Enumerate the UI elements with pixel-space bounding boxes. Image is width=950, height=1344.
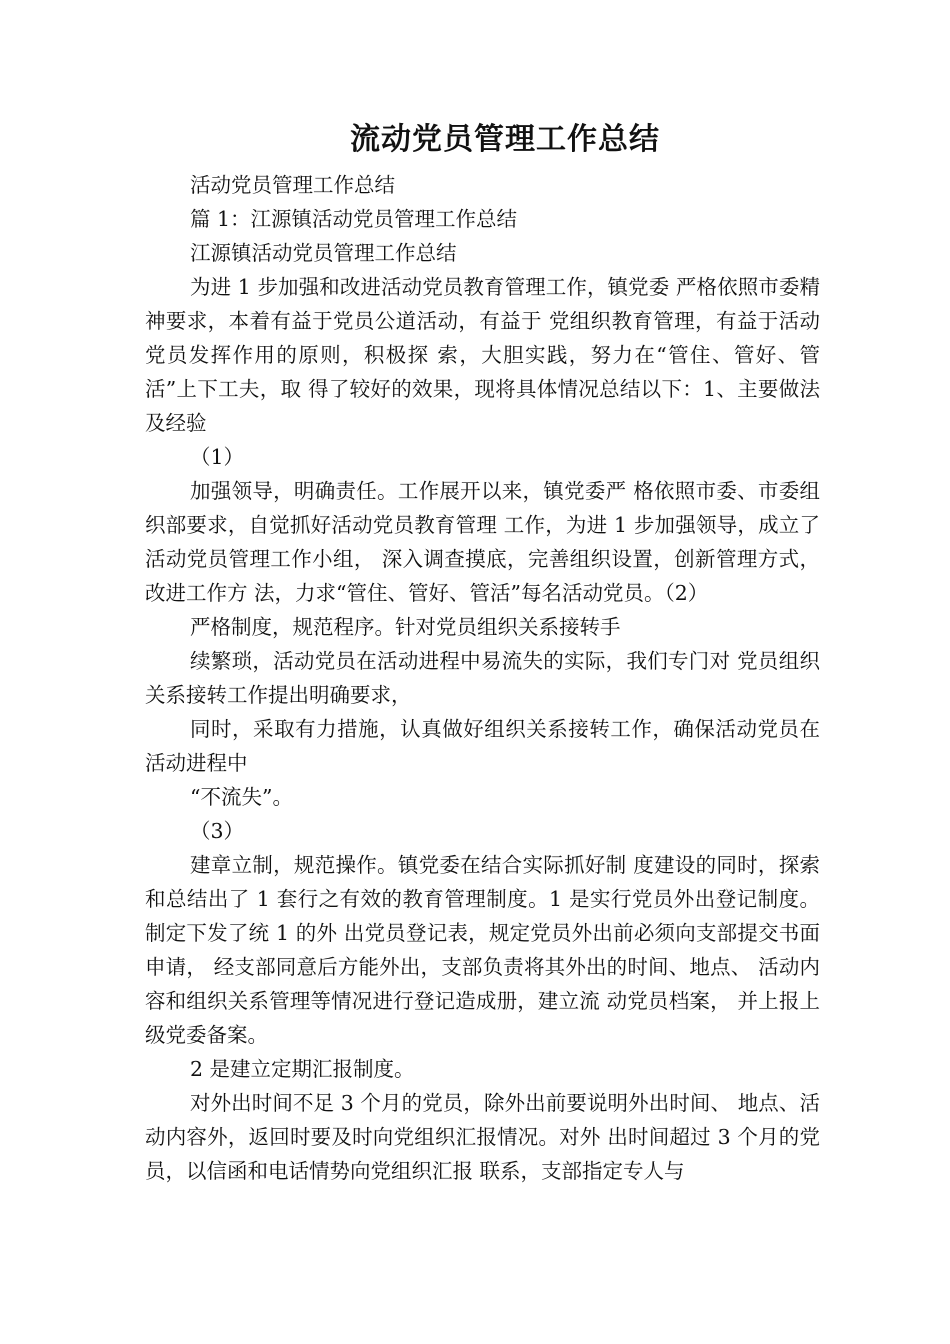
document-title: 流动党员管理工作总结 — [350, 122, 660, 157]
paragraph-rules: 建章立制，规范操作。镇党委在结合实际抓好制 度建设的同时，探索和总结出了 1 套行之有效的教育管理制度。1 是实行党员外出登记制度。制定下发了统 1 的外 出党员登记表，规定党员外出前必须向支部提交书面申请， 经支部同意后方能外出，支部负责将其外出的时间、地点、 活动内容和组织关系管理等情况进行登记造成册，建立流 动党员档案， 并上报上级党委备案。 — [145, 853, 820, 1047]
paragraph-report-system: 2 是建立定期汇报制度。 — [190, 1057, 415, 1081]
paragraph-system-heading: 严格制度，规范程序。针对党员组织关系接转手 — [190, 615, 621, 639]
paragraph-chapter-heading: 篇 1：江源镇活动党员管理工作总结 — [190, 207, 518, 231]
document-body — [145, 168, 820, 1188]
paragraph-subtitle: 活动党员管理工作总结 — [190, 173, 395, 197]
paragraph-system-body: 续繁琐，活动党员在活动进程中易流失的实际，我们专门对 党员组织关系接转工作提出明确要求， — [145, 649, 820, 707]
paragraph-intro: 为进 1 步加强和改进活动党员教育管理工作，镇党委 严格依照市委精神要求，本着有益于党员公道活动，有益于 党组织教育管理，有益于活动党员发挥作用的原则，积极探 索，大胆实践，努力在“管住、管好、管活”上下工夫，取 得了较好的效果，现将具体情况总结以下：1、主要做法及经验 — [145, 275, 820, 435]
paragraph-leadership: 加强领导，明确责任。工作展开以来，镇党委严 格依照市委、市委组织部要求，自觉抓好活动党员教育管理 工作，为进 1 步加强领导，成立了活动党员管理工作小组， 深入调查摸底，完善组织设置，创新管理方式，改进工作方 法，力求“管住、管好、管活”每名活动党员。（2） — [145, 479, 820, 605]
paragraph-report-details: 对外出时间不足 3 个月的党员，除外出前要说明外出时间、 地点、活动内容外，返回时要及时向党组织汇报情况。对外 出时间超过 3 个月的党员，以信函和电话情势向党组织汇报 联系，支部指定专人与 — [145, 1091, 820, 1183]
paragraph-not-lost: “不流失”。 — [190, 785, 293, 809]
paragraph-measures: 同时，采取有力措施，认真做好组织关系接转工作，确保活动党员在活动进程中 — [145, 717, 820, 775]
paragraph-item-number-1: （1） — [190, 445, 245, 469]
paragraph-item-number-3: （3） — [190, 819, 245, 843]
paragraph-section-heading: 江源镇活动党员管理工作总结 — [190, 241, 457, 265]
